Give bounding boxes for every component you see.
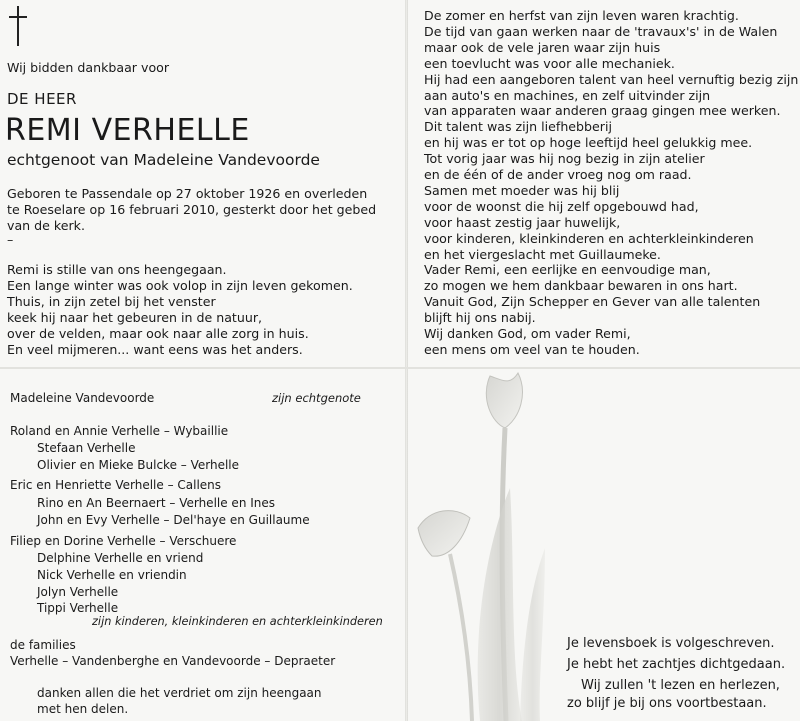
right-poem-line: een toevlucht was voor alle mechaniek. bbox=[424, 55, 675, 71]
family-line: Nick Verhelle en vriendin bbox=[37, 568, 187, 582]
spouse-line: echtgenoot van Madeleine Vandevoorde bbox=[7, 151, 320, 169]
right-poem-line: Dit talent was zijn liefhebberij bbox=[424, 119, 612, 135]
right-poem-line: Samen met moeder was hij blij bbox=[424, 182, 620, 198]
poem-line: keek hij naar het gebeuren in de natuur, bbox=[7, 310, 262, 325]
right-poem-line: zo mogen we hem dankbaar bewaren in ons hart. bbox=[424, 278, 738, 294]
family-line: Rino en An Beernaert – Verhelle en Ines bbox=[37, 496, 276, 510]
spouse-name: Madeleine Vandevoorde bbox=[10, 391, 155, 405]
right-poem-line: een mens om veel van te houden. bbox=[424, 341, 640, 357]
family-line: Roland en Annie Verhelle – Wybaillie bbox=[10, 424, 229, 438]
honorific: DE HEER bbox=[7, 90, 77, 108]
poem-line: Thuis, in zijn zetel bij het venster bbox=[7, 294, 216, 309]
family-line: Olivier en Mieke Bulcke – Verhelle bbox=[37, 458, 239, 472]
poem-line: En veel mijmeren... want eens was het anders. bbox=[7, 342, 303, 357]
right-poem-line: voor de woonst die hij zelf opgebouwd had, bbox=[424, 198, 699, 214]
family-line: Stefaan Verhelle bbox=[37, 441, 136, 455]
dash: – bbox=[7, 232, 14, 247]
family-line: Delphine Verhelle en vriend bbox=[37, 551, 204, 565]
right-poem-line: Vader Remi, een eerlijke en eenvoudige man, bbox=[424, 262, 711, 278]
right-poem-line: en hij was er tot op hoge leeftijd heel gelukkig mee. bbox=[424, 135, 753, 151]
right-poem-line: blijft hij ons nabij. bbox=[424, 310, 536, 326]
birth-line: te Roeselare op 16 februari 2010, gesterkt door het gebed bbox=[7, 202, 377, 217]
family-line: John en Evy Verhelle – Del'haye en Guillaume bbox=[37, 513, 310, 527]
intro-text: Wij bidden dankbaar voor bbox=[7, 60, 170, 75]
thanks-line: danken allen die het verdriet om zijn heengaan bbox=[37, 686, 322, 700]
right-poem-line: en het viergeslacht met Guillaumeke. bbox=[424, 246, 661, 262]
right-poem-line: Hij had een aangeboren talent van heel vernuftig bezig zijn bbox=[424, 71, 799, 87]
family-line: Eric en Henriette Verhelle – Callens bbox=[10, 478, 222, 492]
cross-icon bbox=[6, 6, 30, 46]
birth-line: van de kerk. bbox=[7, 218, 85, 233]
verse-line: Je levensboek is volgeschreven. bbox=[567, 636, 775, 651]
vertical-fold bbox=[405, 0, 408, 721]
verse-line: Je hebt het zachtjes dichtgedaan. bbox=[567, 657, 786, 672]
right-poem-line: van apparaten waar anderen graag gingen mee werken. bbox=[424, 103, 781, 119]
family-line: Tippi Verhelle bbox=[37, 601, 119, 615]
spouse-role: zijn echtgenote bbox=[272, 391, 361, 405]
right-poem-line: De tijd van gaan werken naar de 'travaux's' in de Walen bbox=[424, 23, 778, 39]
birth-line: Geboren te Passendale op 27 oktober 1926 en overleden bbox=[7, 186, 368, 201]
right-poem-line: voor haast zestig jaar huwelijk, bbox=[424, 214, 621, 230]
right-poem-line: voor kinderen, kleinkinderen en achterkleinkinderen bbox=[424, 230, 754, 246]
right-poem-line: aan auto's en machines, en zelf uitvinder zijn bbox=[424, 87, 711, 103]
poem-line: Remi is stille van ons heengegaan. bbox=[7, 262, 227, 277]
right-poem-line: Vanuit God, Zijn Schepper en Gever van alle talenten bbox=[424, 294, 761, 310]
right-poem-line: Tot vorig jaar was hij nog bezig in zijn atelier bbox=[424, 151, 705, 167]
poem-line: over de velden, maar ook naar alle zorg in huis. bbox=[7, 326, 309, 341]
families-label: de families bbox=[10, 638, 76, 652]
right-poem-line: De zomer en herfst van zijn leven waren krachtig. bbox=[424, 8, 739, 23]
right-poem-line: maar ook de vele jaren waar zijn huis bbox=[424, 39, 661, 55]
right-poem-line: en de één of de ander vroeg nog om raad. bbox=[424, 167, 692, 182]
deceased-name: REMI VERHELLE bbox=[5, 113, 250, 148]
thanks-line: met hen delen. bbox=[37, 702, 129, 716]
verse-line: Wij zullen 't lezen en herlezen, bbox=[581, 678, 780, 693]
children-role: zijn kinderen, kleinkinderen en achterkleinkinderen bbox=[92, 615, 383, 628]
right-poem-line: Wij danken God, om vader Remi, bbox=[424, 326, 631, 341]
verse-line: zo blijf je bij ons voortbestaan. bbox=[567, 696, 767, 711]
poem-line: Een lange winter was ook volop in zijn leven gekomen. bbox=[7, 278, 353, 293]
family-line: Jolyn Verhelle bbox=[37, 585, 119, 599]
families-names: Verhelle – Vandenberghe en Vandevoorde – Depraeter bbox=[10, 654, 336, 668]
family-line: Filiep en Dorine Verhelle – Verschuere bbox=[10, 534, 237, 548]
